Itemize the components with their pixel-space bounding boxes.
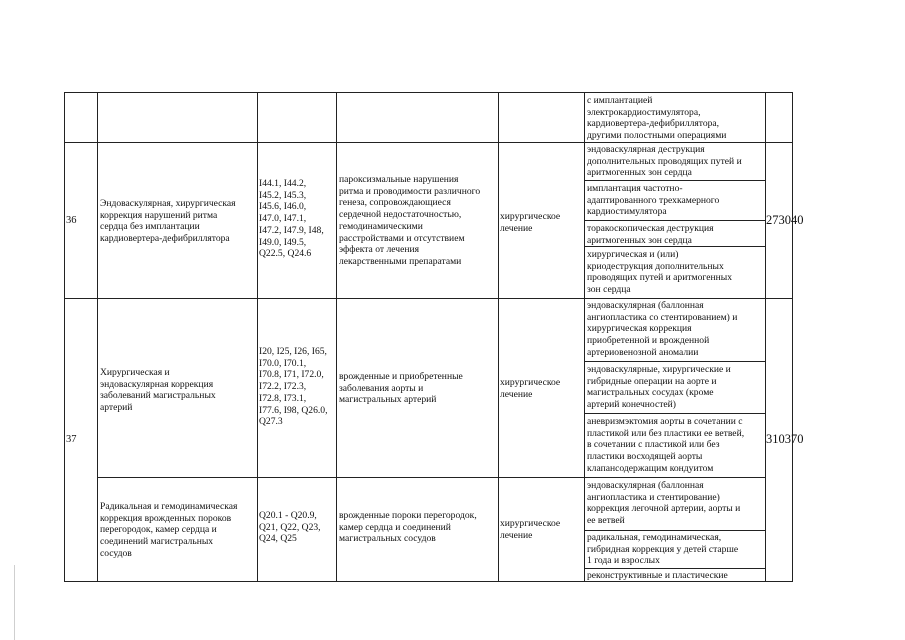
treatment-type: хирургическое лечение (500, 377, 561, 400)
method-cell: эндоваскулярная (баллонная ангиопластика и стентирование) коррекция легочной артерии, аорты и ее ветвей (587, 480, 741, 527)
method-divider (584, 361, 765, 362)
row-divider-36 (64, 142, 793, 143)
method-cell: имплантация частотно- адаптированного трехкамерного кардиостимулятора (587, 183, 720, 218)
method-divider (584, 180, 765, 181)
method-divider (584, 530, 765, 531)
patient-model: врожденные пороки перегородок, камер сердца и соединений магистральных сосудов (339, 510, 477, 545)
price-value: 273040 (766, 213, 804, 227)
table-top-border (64, 92, 793, 93)
icd-codes: I20, I25, I26, I65, I70.0, I70.1, I70.8, I71, I72.0, I72.2, I72.3, I72.8, I73.1, I77.6, I98, Q26.0, Q27.3 (259, 346, 328, 428)
method-cell: хирургическая и (или) криодеструкция дополнительных проводящих путей и аритмогенных зон сердца (587, 249, 732, 296)
method-cell: эндоваскулярная (баллонная ангиопластика со стентированием) и хирургическая коррекция приобретенной и врожденной артериовенозной аномалии (587, 300, 738, 358)
icd-codes: I44.1, I44.2, I45.2, I45.3, I45.6, I46.0, I47.0, I47.1, I47.2, I47.9, I48, I49.0, I49.5, Q22.5, Q24.6 (259, 178, 324, 260)
intervention-name: Радикальная и гемодинамическая коррекция врожденных пороков перегородок, камер сердца и соединений магистральных сосудов (100, 501, 238, 559)
intervention-name: Эндоваскулярная, хирургическая коррекция нарушений ритма сердца без имплантации кардиовертера-дефибриллятора (100, 198, 236, 245)
col-border (97, 92, 98, 582)
col-border (64, 92, 65, 582)
method-cell: радикальная, гемодинамическая, гибридная коррекция у детей старше 1 года и взрослых (587, 532, 739, 567)
method-cell: торакоскопическая деструкция аритмогенных зон сердца (587, 223, 714, 246)
method-cell: аневризмэктомия аорты в сочетании с пластикой или без пластики ее ветвей, в сочетании с пластикой или без пластики восходящей аорты клапансодержащим кондуитом (587, 416, 745, 474)
col-border (792, 92, 793, 582)
col-border (765, 92, 766, 582)
method-divider (584, 220, 765, 221)
subrow-divider-37 (97, 477, 765, 478)
treatment-type: хирургическое лечение (500, 211, 561, 234)
col-border (498, 92, 499, 582)
method-divider (584, 568, 765, 569)
icd-codes: Q20.1 - Q20.9, Q21, Q22, Q23, Q24, Q25 (259, 510, 321, 545)
row-divider-37 (64, 298, 793, 299)
method-cell: эндоваскулярные, хирургические и гибридные операции на аорте и магистральных сосудах (кроме артерий конечностей) (587, 364, 731, 411)
row-number: 36 (66, 215, 77, 226)
method-cell: эндоваскулярная деструкция дополнительных проводящих путей и аритмогенных зон сердца (587, 144, 742, 179)
method-cell: с имплантацией электрокардиостимулятора, кардиовертера-дефибриллятора, другими полостными операциями (587, 95, 727, 142)
col-border (584, 92, 585, 582)
col-border (336, 92, 337, 582)
price-value: 310370 (766, 432, 804, 446)
method-cell: реконструктивные и пластические (587, 570, 728, 581)
row-number: 37 (66, 434, 77, 445)
patient-model: врожденные и приобретенные заболевания аорты и магистральных артерий (339, 371, 463, 406)
method-divider (584, 413, 765, 414)
col-border (257, 92, 258, 582)
patient-model: пароксизмальные нарушения ритма и проводимости различного генеза, сопровождающиеся сердечной недостаточностью, гемодинамическими расстройствами и отсутствием эффекта от лечения лекарственными препаратами (339, 174, 481, 267)
intervention-name: Хирургическая и эндоваскулярная коррекция заболеваний магистральных артерий (100, 367, 216, 414)
treatment-type: хирургическое лечение (500, 518, 561, 541)
